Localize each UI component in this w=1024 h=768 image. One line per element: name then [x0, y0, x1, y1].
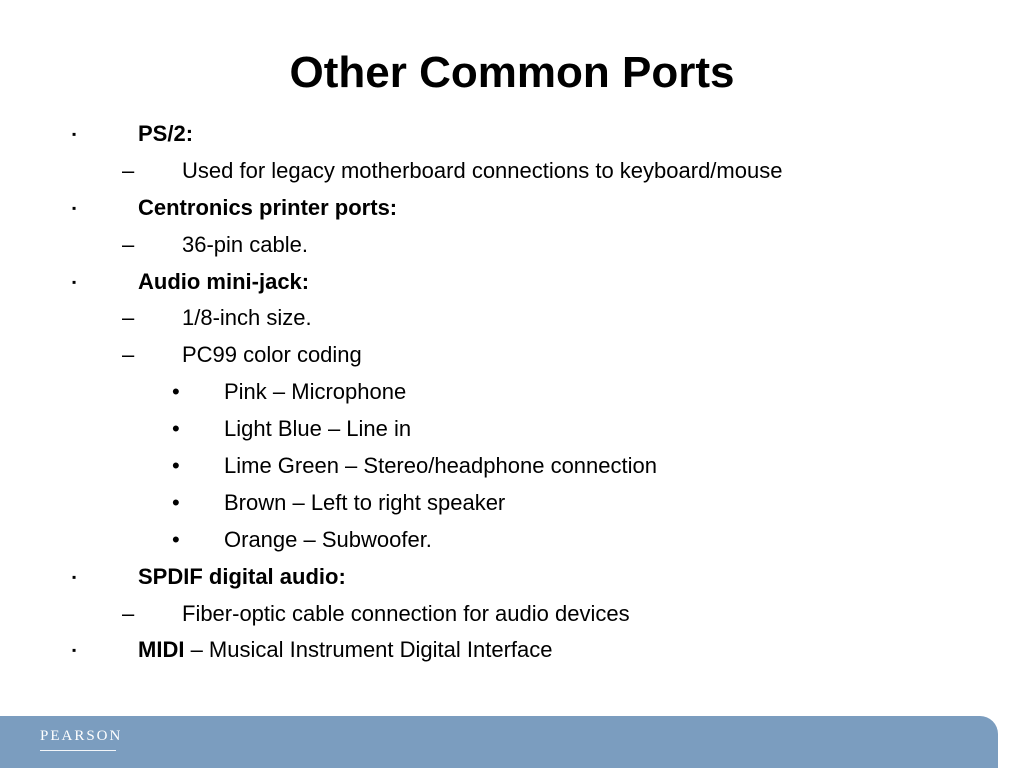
item-text: Used for legacy motherboard connections to keyboard/mouse [182, 157, 783, 183]
item-text: Orange – Subwoofer. [224, 526, 432, 552]
list-item-ps2 [0, 116, 1024, 153]
dot-bullet-icon: • [172, 416, 180, 442]
list-item-centronics [0, 190, 1024, 227]
item-text: – Musical Instrument Digital Interface [184, 637, 553, 663]
list-item [0, 227, 1024, 264]
dot-bullet-icon: • [172, 453, 180, 479]
dot-bullet-icon: • [172, 379, 180, 405]
dash-bullet-icon: – [122, 231, 135, 257]
list-item [0, 337, 1024, 374]
square-bullet-icon: ▪ [72, 127, 77, 141]
dot-bullet-icon: • [172, 489, 180, 515]
footer-band [0, 716, 998, 768]
list-item [0, 153, 1024, 190]
item-heading: MIDI [138, 637, 185, 663]
list-item [0, 522, 1024, 559]
dot-bullet-icon: • [172, 526, 180, 552]
item-text: 36-pin cable. [182, 231, 308, 257]
list-item [0, 300, 1024, 337]
list-item [0, 485, 1024, 522]
item-text: Fiber-optic cable connection for audio devices [182, 600, 630, 626]
square-bullet-icon: ▪ [72, 200, 77, 215]
item-text: PC99 color coding [182, 342, 362, 368]
item-heading: SPDIF digital audio: [138, 563, 346, 589]
list-item [0, 374, 1024, 411]
square-bullet-icon: ▪ [72, 643, 77, 658]
square-bullet-icon: ▪ [72, 274, 77, 289]
logo-underline [40, 750, 116, 753]
list-item-spdif [0, 559, 1024, 596]
dash-bullet-icon: – [122, 157, 135, 183]
item-text: Light Blue – Line in [224, 416, 412, 442]
item-heading: PS/2: [138, 121, 194, 146]
item-text: Pink – Microphone [224, 379, 407, 405]
item-text: Brown – Left to right speaker [224, 489, 506, 515]
list-item [0, 411, 1024, 448]
item-text: 1/8-inch size. [182, 305, 312, 331]
slide-title: Other Common Ports [289, 48, 735, 97]
dash-bullet-icon: – [122, 342, 135, 368]
item-heading: Audio mini-jack: [138, 268, 310, 294]
list-item-midi [0, 632, 1024, 669]
item-text: Lime Green – Stereo/headphone connection [224, 453, 657, 479]
square-bullet-icon: ▪ [72, 569, 77, 584]
bullet-list [0, 116, 1024, 669]
dash-bullet-icon: – [122, 305, 135, 331]
list-item [0, 596, 1024, 633]
list-item-audio-mini-jack [0, 264, 1024, 301]
dash-bullet-icon: – [122, 600, 135, 626]
item-heading: Centronics printer ports: [138, 194, 398, 220]
pearson-logo: PEARSON [40, 728, 123, 744]
list-item [0, 448, 1024, 485]
